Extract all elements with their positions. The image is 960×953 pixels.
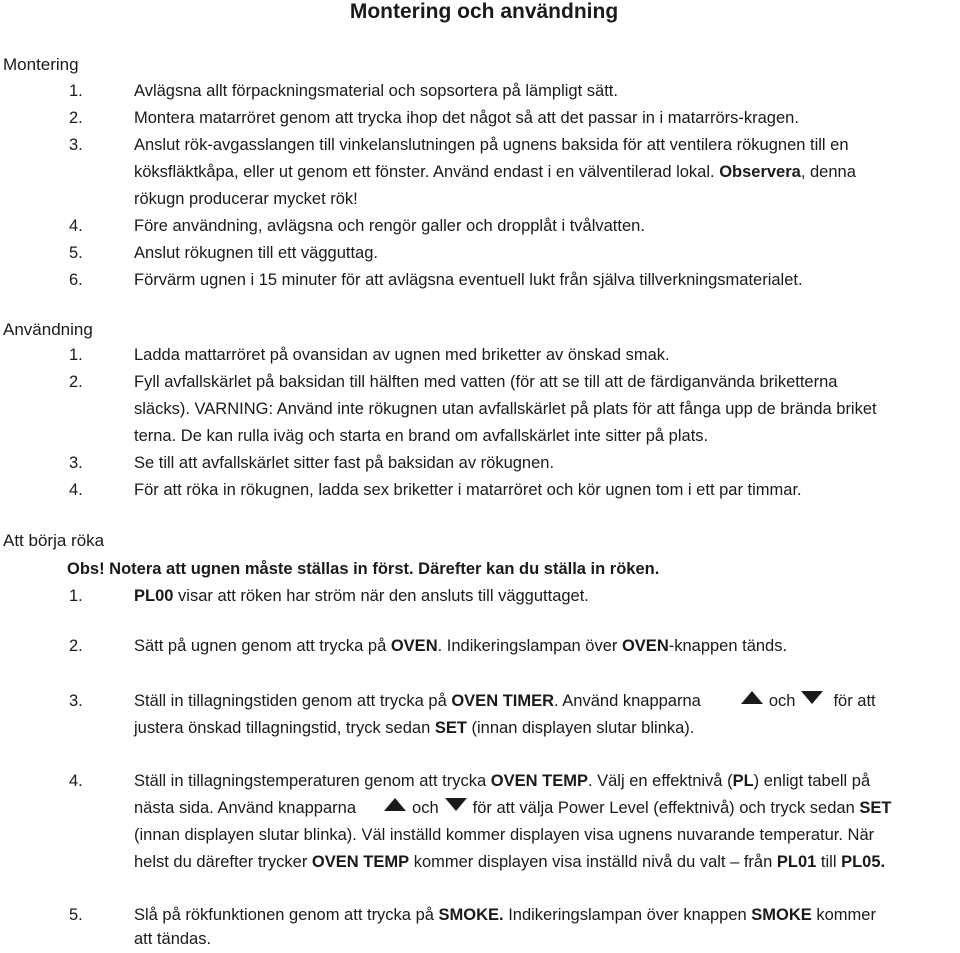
item-text-line: justera önskad tillagningstid, tryck sedan SET (innan displayen slutar blinka).: [134, 719, 695, 737]
item-number: 1.: [69, 346, 83, 364]
item-number: 3.: [69, 454, 83, 472]
item-text-line: (innan displayen slutar blinka). Väl inställd kommer displayen visa ugnens nuvarande temperatur. När: [134, 826, 875, 844]
item-text-line: köksfläktkåpa, eller ut genom ett fönster. Använd endast i en välventilerad lokal. Observera, denna: [134, 163, 856, 181]
item-text: Sätt på ugnen genom att trycka på OVEN. Indikeringslampan över OVEN-knappen tänds.: [134, 637, 788, 655]
section-heading-montering: Montering: [3, 55, 79, 74]
up-arrow-icon: [384, 798, 406, 811]
page-title: Montering och användning: [349, 0, 619, 23]
item-number: 4.: [69, 772, 83, 790]
item-text: Före användning, avlägsna och rengör galler och dropplåt i tvålvatten.: [134, 217, 645, 235]
item-text: Avlägsna allt förpackningsmaterial och sopsortera på lämpligt sätt.: [134, 82, 618, 100]
item-text-line: Fyll avfallskärlet på baksidan till hälften med vatten (för att se till att de färdiganvända briketterna: [134, 373, 838, 391]
item-text-line: Anslut rök-avgasslangen till vinkelanslutningen på ugnens baksida för att ventilera rökugnen till en: [134, 136, 849, 154]
item-number: 3.: [69, 136, 83, 154]
item-number: 1.: [69, 82, 83, 100]
item-text-line: helst du därefter trycker OVEN TEMP kommer displayen visa inställd nivå du valt – från PL01 till PL05.: [134, 853, 886, 871]
item-number: 2.: [69, 637, 83, 655]
item-number: 5.: [69, 244, 83, 262]
item-number: 5.: [69, 906, 83, 924]
item-number: 6.: [69, 271, 83, 289]
down-arrow-icon: [801, 691, 823, 704]
item-number: 4.: [69, 481, 83, 499]
section-heading-anvandning: Användning: [3, 320, 93, 339]
item-number: 3.: [69, 692, 83, 710]
item-number: 2.: [69, 109, 83, 127]
item-text-line: Ställ in tillagningstemperaturen genom att trycka OVEN TEMP. Välj en effektnivå (PL) enligt tabell på: [134, 772, 871, 790]
item-text-line: Slå på rökfunktionen genom att trycka på SMOKE. Indikeringslampan över knappen SMOKE kommer: [134, 906, 876, 924]
item-number: 1.: [69, 587, 83, 605]
item-text: Ladda mattarröret på ovansidan av ugnen med briketter av önskad smak.: [134, 346, 670, 364]
item-number: 4.: [69, 217, 83, 235]
item-text: Förvärm ugnen i 15 minuter för att avlägsna eventuell lukt från själva tillverkningsmaterialet.: [134, 271, 803, 289]
section-heading-borja-roka: Att börja röka: [3, 531, 105, 550]
item-text: Se till att avfallskärlet sitter fast på baksidan av rökugnen.: [134, 454, 555, 472]
down-arrow-icon: [445, 798, 467, 811]
warning-note: Obs! Notera att ugnen måste ställas in först. Därefter kan du ställa in röken.: [67, 560, 660, 578]
item-text-line: att tändas.: [134, 930, 212, 948]
item-number: 2.: [69, 373, 83, 391]
item-text-line: Ställ in tillagningstiden genom att trycka på OVEN TIMER. Använd knapparna och för att: [134, 692, 876, 710]
item-text-line: terna. De kan rulla iväg och starta en brand om avfallskärlet inte sitter på plats.: [134, 427, 709, 445]
item-text-line: rökugn producerar mycket rök!: [134, 190, 358, 208]
item-text: PL00 visar att röken har ström när den ansluts till vägguttaget.: [134, 587, 589, 605]
item-text: Anslut rökugnen till ett vägguttag.: [134, 244, 378, 262]
item-text: Montera matarröret genom att trycka ihop det något så att det passar in i matarrörs-kragen.: [134, 109, 799, 127]
item-text-line: släcks). VARNING: Använd inte rökugnen utan avfallskärlet på plats för att fånga upp de brända briket: [134, 400, 877, 418]
item-text-line: nästa sida. Använd knapparna och för att välja Power Level (effektnivå) och tryck sedan SET: [134, 799, 892, 817]
up-arrow-icon: [741, 691, 763, 704]
item-text: För att röka in rökugnen, ladda sex briketter i matarröret och kör ugnen tom i ett par timmar.: [134, 481, 802, 499]
